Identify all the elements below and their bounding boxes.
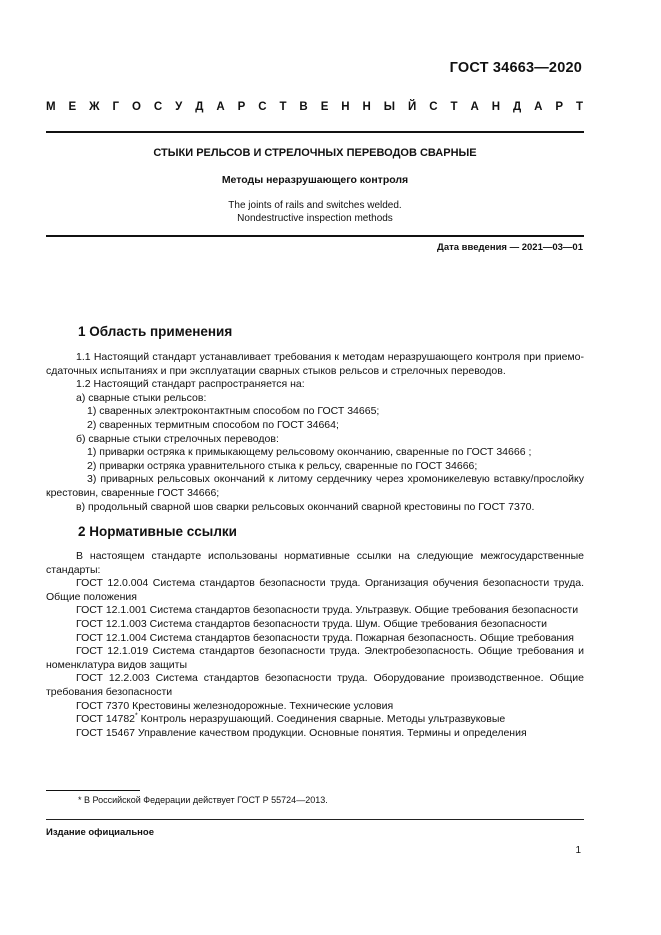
references-intro: В настоящем стандарте использованы нормативные ссылки на следующие межгосударственные стандарты:: [46, 550, 584, 576]
reference-code: ГОСТ 14782: [76, 713, 136, 726]
edition-label: Издание официальное: [46, 827, 154, 838]
footer-rule: [46, 819, 584, 820]
interstate-standard-label: М Е Ж Г О С У Д А Р С Т В Е Н Н Ы Й С Т А Н Д А Р Т: [46, 101, 584, 113]
introduction-date: Дата введения — 2021—03—01: [437, 242, 583, 253]
title-bottom-rule: [46, 235, 584, 237]
footnote-marker: *: [135, 712, 138, 720]
list-item-b: б) сварные стыки стрелочных переводов:: [76, 432, 279, 445]
reference-title: Контроль неразрушающий. Соединения сварные. Методы ультразвуковые: [137, 713, 506, 726]
document-title: СТЫКИ РЕЛЬСОВ И СТРЕЛОЧНЫХ ПЕРЕВОДОВ СВАРНЫЕ: [153, 147, 477, 159]
section-1-heading: 1 Область применения: [78, 324, 233, 339]
top-rule: [46, 131, 584, 133]
footnote-separator: [46, 790, 140, 791]
reference-item: ГОСТ 12.1.001 Система стандартов безопасности труда. Ультразвук. Общие требования безопасности: [76, 604, 579, 617]
reference-item: ГОСТ 15467 Управление качеством продукции. Основные понятия. Термины и определения: [76, 726, 527, 739]
list-item-a1: 1) сваренных электроконтактным способом по ГОСТ 34665;: [87, 405, 380, 418]
reference-item: ГОСТ 12.1.003 Система стандартов безопасности труда. Шум. Общие требования безопасности: [76, 617, 547, 630]
list-item-a: а) сварные стыки рельсов:: [76, 391, 207, 404]
list-item-b1: 1) приварки остряка к примыкающему рельсовому окончанию, сваренные по ГОСТ 34666 ;: [87, 446, 532, 459]
english-title-line-1: The joints of rails and switches welded.: [228, 200, 402, 211]
list-item-c: в) продольный сварной шов сварки рельсовых окончаний сварной крестовины по ГОСТ 7370.: [76, 500, 535, 513]
paragraph-1-1: 1.1 Настоящий стандарт устанавливает требования к методам неразрушающего контроля при приемо-сдаточных испытаниях и при эксплуатации сварных стыков рельсов и стрелочных переводов.: [46, 351, 584, 377]
page-number: 1: [575, 845, 581, 856]
english-title-line-2: Nondestructive inspection methods: [237, 213, 393, 224]
list-item-a2: 2) сваренных термитным способом по ГОСТ 34664;: [87, 418, 339, 431]
list-item-b2: 2) приварки остряка уравнительного стыка к рельсу, сваренные по ГОСТ 34666;: [87, 459, 478, 472]
section-2-heading: 2 Нормативные ссылки: [78, 524, 237, 539]
reference-item: ГОСТ 12.0.004 Система стандартов безопасности труда. Организация обучения безопасности труда. Общие положения: [46, 577, 584, 603]
reference-item: ГОСТ 12.1.019 Система стандартов безопасности труда. Электробезопасность. Общие требования и номенклатура видов защиты: [46, 645, 584, 671]
footnote: * В Российской Федерации действует ГОСТ Р 55724—2013.: [78, 795, 328, 805]
english-title: [46, 199, 584, 225]
reference-item: [46, 713, 584, 727]
reference-item: ГОСТ 7370 Крестовины железнодорожные. Технические условия: [76, 699, 394, 712]
paragraph-1-2: 1.2 Настоящий стандарт распространяется на:: [76, 378, 305, 391]
document-subtitle: Методы неразрушающего контроля: [221, 174, 409, 186]
document-number: ГОСТ 34663—2020: [449, 60, 582, 76]
reference-item: ГОСТ 12.2.003 Система стандартов безопасности труда. Оборудование производственное. Общие требования безопасности: [46, 672, 584, 698]
section-1-body: [46, 351, 584, 514]
reference-item: ГОСТ 12.1.004 Система стандартов безопасности труда. Пожарная безопасность. Общие требования: [76, 631, 574, 644]
list-item-b3: 3) приварных рельсовых окончаний к литому сердечнику через хромоникелевую вставку/прослойку крестовин, сваренные ГОСТ 34666;: [46, 473, 584, 499]
section-2-body: [46, 550, 584, 740]
